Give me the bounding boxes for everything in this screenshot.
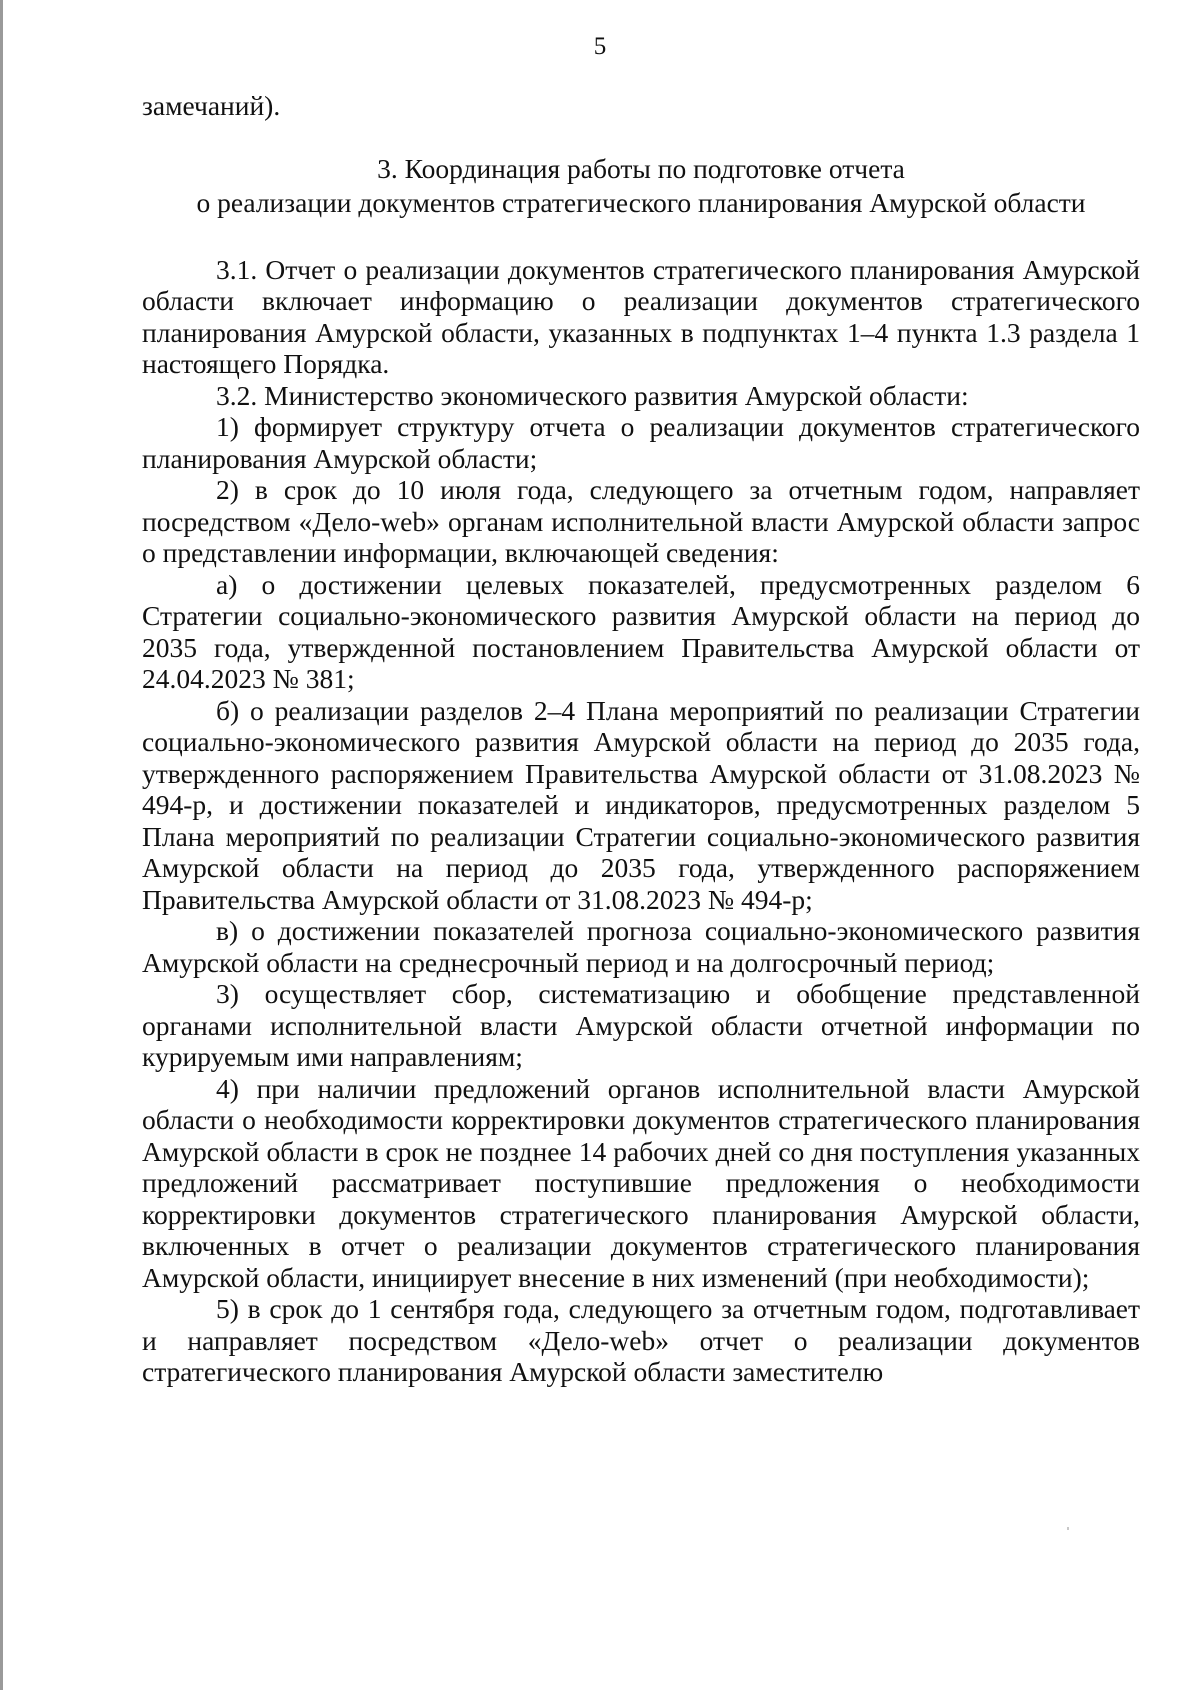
paragraph-3-1: 3.1. Отчет о реализации документов стратегического планирования Амурской области включает информацию о реализации документов стратегического планирования Амурской области, указанных в подпунктах 1–4 пункта 1.3 раздела 1 настоящего Порядка. <box>142 253 1140 379</box>
list-item-2b: б) о реализации разделов 2–4 Плана мероприятий по реализации Стратегии социально-экономического развития Амурской области на период до 2035 года, утвержденного распоряжением Правительства Амурской области от 31.08.2023 № 494-р, и достижении показателей и индикаторов, предусмотренных разделом 5 Плана мероприятий по реализации Стратегии социально-экономического развития Амурской области на период до 2035 года, утвержденного распоряжением Правительства Амурской области от 31.08.2023 № 494-р; <box>142 694 1140 915</box>
list-item-5: 5) в срок до 1 сентября года, следующего за отчетным годом, подготавливает и направляет посредством «Дело-web» отчет о реализации документов стратегического планирования Амурской области заместителю <box>142 1293 1140 1387</box>
list-item-3: 3) осуществляет сбор, систематизацию и обобщение представленной органами исполнительной власти Амурской области отчетной информации по курируемым ими направлениям; <box>142 978 1140 1072</box>
list-item-2: 2) в срок до 10 июля года, следующего за отчетным годом, направляет посредством «Дело-web» органам исполнительной власти Амурской области запрос о представлении информации, включающей сведения: <box>142 474 1140 568</box>
list-item-2v: в) о достижении показателей прогноза социально-экономического развития Амурской области на среднесрочный период и на долгосрочный период; <box>142 915 1140 978</box>
page-number: 5 <box>593 33 607 60</box>
paragraph-3-2: 3.2. Министерство экономического развития Амурской области: <box>216 379 969 411</box>
list-item-2a: а) о достижении целевых показателей, предусмотренных разделом 6 Стратегии социально-экономического развития Амурской области на период до 2035 года, утвержденной постановлением Правительства Амурской области от 24.04.2023 № 381; <box>142 568 1140 694</box>
list-item-1: 1) формирует структуру отчета о реализации документов стратегического планирования Амурской области; <box>142 411 1140 474</box>
list-item-4: 4) при наличии предложений органов исполнительной власти Амурской области о необходимости корректировки документов стратегического планирования Амурской области в срок не позднее 14 рабочих дней со дня поступления указанных предложений рассматривает поступившие предложения о необходимости корректировки документов стратегического планирования Амурской области, включенных в отчет о реализации документов стратегического планирования Амурской области, инициирует внесение в них изменений (при необходимости); <box>142 1072 1140 1293</box>
section-heading <box>142 152 1140 220</box>
continuation-text: замечаний). <box>142 90 281 121</box>
scan-edge <box>0 0 3 1690</box>
document-body <box>142 90 1140 1388</box>
scan-speck <box>1067 1527 1069 1530</box>
section-heading-line-1: 3. Координация работы по подготовке отчета <box>377 152 905 184</box>
section-heading-line-2: о реализации документов стратегического планирования Амурской области <box>196 186 1086 218</box>
